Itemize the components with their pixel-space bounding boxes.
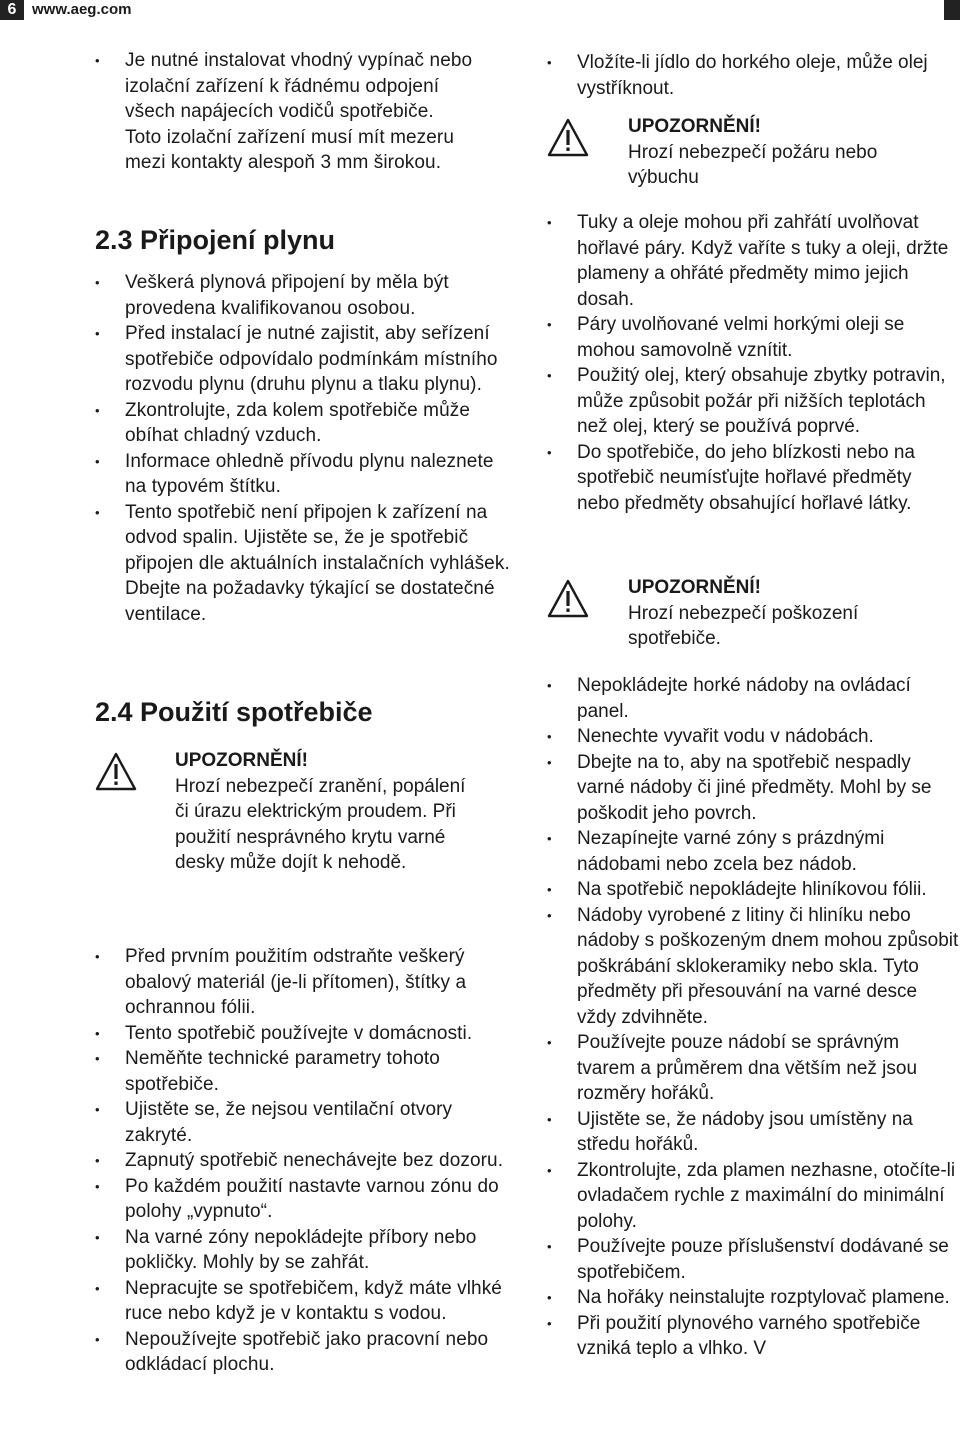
- list-item: • Vložíte-li jídlo do horkého oleje, může olej vystříknout.: [547, 50, 947, 101]
- list-item: • Použitý olej, který obsahuje zbytky potravin, může způsobit požár při nižších teplotách než olej, který se používá poprvé.: [547, 363, 952, 440]
- list-item: • Nepracujte se spotřebičem, když máte vlhké ruce nebo když je v kontaktu s vodou.: [95, 1276, 505, 1327]
- list-item: • Tuky a oleje mohou při zahřátí uvolňovat hořlavé páry. Když vaříte s tuky a oleji, držte plameny a ohřáté předměty mimo jejich dosah.: [547, 210, 952, 312]
- warning-triangle-icon: [547, 579, 589, 619]
- warning-fire: [547, 114, 947, 194]
- list-item: • Na varné zóny nepokládejte příbory nebo pokličky. Mohly by se zahřát.: [95, 1225, 505, 1276]
- list-item: • Zapnutý spotřebič nenechávejte bez dozoru.: [95, 1148, 505, 1174]
- warning-triangle-icon: [95, 752, 137, 792]
- gas-connection-list: [95, 270, 510, 627]
- list-item: • Nezapínejte varné zóny s prázdnými nádobami nebo zcela bez nádob.: [547, 826, 960, 877]
- list-item: • Zkontrolujte, zda kolem spotřebiče může obíhat chladný vzduch.: [95, 398, 510, 449]
- warning-title: UPOZORNĚNÍ!: [628, 116, 761, 137]
- list-item: • Před instalací je nutné zajistit, aby seřízení spotřebiče odpovídalo podmínkám místního rozvodu plynu (druhu plynu a tlaku plynu).: [95, 321, 510, 398]
- hot-oil-list: [547, 50, 947, 101]
- page-number: 6: [0, 0, 24, 20]
- warning-damage: [547, 575, 947, 655]
- section-heading-appliance-use: 2.4 Použití spotřebiče: [95, 697, 373, 727]
- list-item: • Do spotřebiče, do jeho blízkosti nebo na spotřebič neumísťujte hořlavé předměty nebo předměty obsahující hořlavé látky.: [547, 440, 952, 517]
- list-item: • Před prvním použitím odstraňte veškerý obalový materiál (je-li přítomen), štítky a ochrannou fólii.: [95, 944, 505, 1021]
- warning-text: [628, 114, 938, 191]
- list-item: • Nepoužívejte spotřebič jako pracovní nebo odkládací plochu.: [95, 1327, 505, 1378]
- warning-text: [628, 575, 928, 652]
- section-heading-gas-connection: 2.3 Připojení plynu: [95, 225, 336, 255]
- damage-risk-list: [547, 673, 960, 1362]
- site-url: www.aeg.com: [32, 1, 132, 18]
- list-item: • Nepokládejte horké nádoby na ovládací panel.: [547, 673, 960, 724]
- list-item: • Nenechte vyvařit vodu v nádobách.: [547, 724, 960, 750]
- warning-injury: [95, 748, 515, 928]
- list-item: • Zkontrolujte, zda plamen nezhasne, otočíte-li ovladačem rychle z maximální do minimální polohy.: [547, 1158, 960, 1235]
- warning-title: UPOZORNĚNÍ!: [628, 577, 761, 598]
- list-item: • Veškerá plynová připojení by měla být provedena kvalifikovanou osobou.: [95, 270, 510, 321]
- fire-risk-list: [547, 210, 952, 516]
- warning-body: Hrozí nebezpečí požáru nebo výbuchu: [628, 141, 878, 188]
- list-item: • Na spotřebič nepokládejte hliníkovou fólii.: [547, 877, 960, 903]
- list-item: • Tento spotřebič používejte v domácnosti.: [95, 1021, 505, 1047]
- list-item: • Při použití plynového varného spotřebiče vzniká teplo a vlhko. V: [547, 1311, 960, 1362]
- warning-text: [175, 748, 475, 876]
- list-item: • Používejte pouze příslušenství dodávané se spotřebičem.: [547, 1234, 960, 1285]
- list-item: • Ujistěte se, že nejsou ventilační otvory zakryté.: [95, 1097, 505, 1148]
- list-item: • Používejte pouze nádobí se správným tvarem a průměrem dna větším než jsou rozměry hořáků.: [547, 1030, 960, 1107]
- intro-list: [95, 48, 475, 176]
- header-marker: [944, 0, 960, 20]
- list-item: • Je nutné instalovat vhodný vypínač nebo izolační zařízení k řádnému odpojení všech napájecích vodičů spotřebiče. Toto izolační zařízení musí mít mezeru mezi kontakty alespoň 3 mm širokou.: [95, 48, 475, 176]
- warning-body: Hrozí nebezpečí poškození spotřebiče.: [628, 602, 859, 649]
- list-item: • Tento spotřebič není připojen k zařízení na odvod spalin. Ujistěte se, že je spotřebič připojen dle aktuálních instalačních vyhlášek. Dbejte na požadavky týkající se dostatečné ventilace.: [95, 500, 510, 628]
- list-item: • Dbejte na to, aby na spotřebič nespadly varné nádoby či jiné předměty. Mohl by se poškodit jeho povrch.: [547, 750, 960, 827]
- list-item: • Na hořáky neinstalujte rozptylovač plamene.: [547, 1285, 960, 1311]
- appliance-use-list: [95, 944, 505, 1378]
- list-item: • Páry uvolňované velmi horkými oleji se mohou samovolně vznítit.: [547, 312, 952, 363]
- list-item: • Ujistěte se, že nádoby jsou umístěny na středu hořáků.: [547, 1107, 960, 1158]
- warning-body: Hrozí nebezpečí zranění, popálení či úrazu elektrickým proudem. Při použití nesprávného krytu varné desky může dojít k nehodě.: [175, 775, 466, 873]
- list-item: • Informace ohledně přívodu plynu naleznete na typovém štítku.: [95, 449, 510, 500]
- page-header: [0, 0, 960, 22]
- list-item: • Nádoby vyrobené z litiny či hliníku nebo nádoby s poškozeným dnem mohou způsobit poškrábání sklokeramiky nebo skla. Tyto předměty při přesouvání na varné desce vždy zdvihněte.: [547, 903, 960, 1031]
- list-item: • Po každém použití nastavte varnou zónu do polohy „vypnuto“.: [95, 1174, 505, 1225]
- warning-title: UPOZORNĚNÍ!: [175, 750, 308, 771]
- list-item: • Neměňte technické parametry tohoto spotřebiče.: [95, 1046, 505, 1097]
- warning-triangle-icon: [547, 118, 589, 158]
